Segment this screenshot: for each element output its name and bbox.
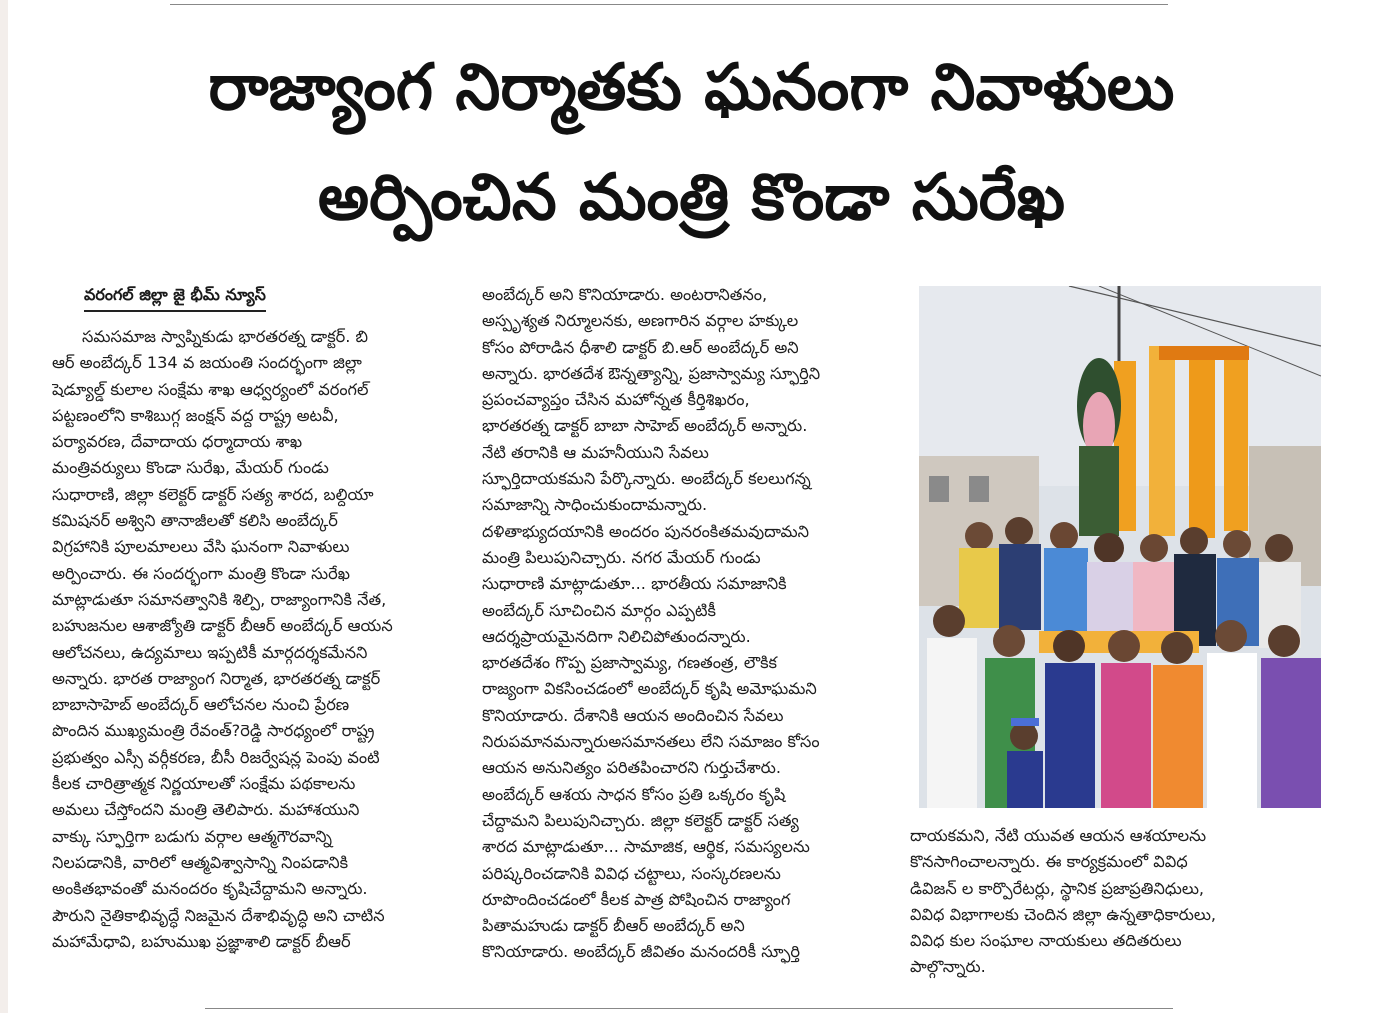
article-line: విగ్రహానికి పూలమాలలు వేసి ఘనంగా నివాళులు: [52, 537, 350, 557]
article-line: అంబేద్కర్ సూచించిన మార్గం ఎప్పటికీ: [482, 600, 716, 620]
article-line: భారతరత్న డాక్టర్ బాబా సాహెబ్ అంబేద్కర్ అన్నారు.: [482, 416, 808, 436]
article-line: వాక్కు స్ఫూర్తిగా బడుగు వర్గాల ఆత్మగౌరవాన్ని: [52, 826, 333, 846]
article-line: దాయకమని, నేటి యువత ఆయన ఆశయాలను: [910, 826, 1207, 845]
article-line: పౌరుని నైతికాభివృద్ధే నిజమైన దేశాభివృద్ధి అని చాటిన: [52, 905, 385, 925]
article-line: మంత్రివర్యులు కొండా సురేఖ, మేయర్ గుండు: [52, 458, 329, 478]
page-edge-strip: [0, 0, 8, 1013]
article-line: ఆలోచనలు, ఉద్యమాలు ఇప్పటికీ మార్గదర్శకమేనని: [52, 642, 368, 662]
article-line: అస్పృశ్యత నిర్మూలనకు, అణగారిన వర్గాల హక్కుల: [482, 311, 799, 331]
article-line: సుధారాణి, జిల్లా కలెక్టర్ డాక్టర్ సత్య శారద, బల్దియా: [52, 484, 374, 504]
article-line: కోసం పోరాడిన ధీశాలి డాక్టర్ బి.ఆర్ అంబేద్కర్ అని: [482, 337, 799, 357]
top-rule: [170, 4, 1168, 5]
article-line: కమిషనర్ అశ్విని తానాజీలతో కలిసి అంబేద్కర్: [52, 511, 338, 531]
article-line: ఆదర్శప్రాయమైనదిగా నిలిచిపోతుందన్నారు.: [482, 626, 751, 646]
article-line: సుధారాణి మాట్లాడుతూ... భారతీయ సమాజానికి: [482, 574, 787, 594]
article-line: శారద మాట్లాడుతూ... సామాజిక, ఆర్థిక, సమస్యలను: [482, 837, 810, 857]
article-line: అంబేద్కర్ అని కొనియాడారు. అంటరానితనం,: [482, 285, 768, 304]
article-line: అర్పించారు. ఈ సందర్భంగా మంత్రి కొండా సురేఖ: [52, 563, 350, 583]
headline-line-1: రాజ్యాంగ నిర్మాతకు ఘనంగా నివాళులు: [208, 51, 1175, 125]
article-line: భారతదేశం గొప్ప ప్రజాస్వామ్య, గణతంత్ర, లౌకిక: [482, 653, 777, 673]
article-column-3: [910, 823, 1320, 981]
article-line: అంబేద్కర్ ఆశయ సాధన కోసం ప్రతి ఒక్కరం కృషి: [482, 784, 786, 804]
article-line: నిలపడానికి, వారిలో ఆత్మవిశ్వాసాన్ని నింపడానికి: [52, 852, 349, 872]
article-column-1: [52, 324, 452, 955]
article-line: వివిధ విభాగాలకు చెందిన జిల్లా ఉన్నతాధికారులు,: [910, 904, 1217, 924]
article-line: అన్నారు. భారతదేశ ఔన్నత్యాన్ని, ప్రజాస్వామ్య స్ఫూర్తిని: [482, 363, 821, 383]
article-line: మాట్లాడుతూ సమానత్వానికి శిల్పి, రాజ్యాంగానికి నేత,: [52, 589, 387, 609]
article-line: పితామహుడు డాక్టర్ బీఆర్ అంబేద్కర్ అని: [482, 916, 745, 936]
article-line: సమసమాజ స్వాప్నికుడు భారతరత్న డాక్టర్. బి: [82, 327, 369, 346]
article-line: కొనసాగించాలన్నారు. ఈ కార్యక్రమంలో వివిధ: [910, 852, 1188, 872]
article-line: కొనియాడారు. దేశానికి ఆయన అందించిన సేవలు: [482, 705, 784, 725]
article-line: నిరుపమానమన్నారుఅసమానతలు లేని సమాజం కోసం: [482, 732, 820, 752]
article-line: కీలక చారిత్రాత్మక నిర్ణయాలతో సంక్షేమ పథకాలను: [52, 774, 356, 794]
byline: వరంగల్ జిల్లా జై భీమ్ న్యూస్: [84, 285, 266, 312]
article-line: వివిధ కుల సంఘాల నాయకులు తదితరులు: [910, 931, 1182, 951]
article-line: అన్నారు. భారత రాజ్యాంగ నిర్మాత, భారతరత్న డాక్టర్: [52, 668, 381, 688]
article-column-2: [482, 282, 882, 966]
article-line: బాబాసాహెబ్ అంబేద్కర్ ఆలోచనల నుంచి ప్రేరణ: [52, 695, 350, 715]
article-line: పరిష్కరించడానికి వివిధ చట్టాలు, సంస్కరణలను: [482, 863, 781, 883]
article-line: రూపొందించడంలో కీలక పాత్ర పోషించిన రాజ్యాంగ: [482, 889, 791, 909]
article-line: సమాజాన్ని సాధించుకుందామన్నారు.: [482, 495, 708, 515]
photo-illustration: [919, 286, 1321, 808]
article-line: పట్టణంలోని కాశిబుగ్గ జంక్షన్ వద్ద రాష్ట్ర అటవీ,: [52, 405, 339, 425]
article-line: రాజ్యంగా వికసించడంలో అంబేద్కర్ కృషి అమోఘమని: [482, 679, 817, 699]
article-line: కొనియాడారు. అంబేద్కర్ జీవితం మనందరికీ స్ఫూర్తి: [482, 942, 800, 962]
event-photo: [919, 286, 1321, 808]
article-line: స్ఫూర్తిదాయకమని పేర్కొన్నారు. అంబేద్కర్ కలలుగన్న: [482, 469, 811, 489]
article-line: నేటి తరానికి ఆ మహనీయుని సేవలు: [482, 442, 709, 462]
article-line: మహామేధావి, బహుముఖ ప్రజ్ఞాశాలి డాక్టర్ బీఆర్: [52, 931, 351, 951]
bottom-rule: [205, 1008, 1173, 1009]
article-line: పాల్గొన్నారు.: [910, 957, 986, 977]
article-line: ఆర్ అంబేద్కర్ 134 వ జయంతి సందర్భంగా జిల్లా: [52, 353, 362, 373]
article-line: అమలు చేస్తోందని మంత్రి తెలిపారు. మహాశయుని: [52, 800, 360, 820]
article-line: బహుజనుల ఆశాజ్యోతి డాక్టర్ బీఆర్ అంబేద్కర్ ఆయన: [52, 616, 393, 636]
article-line: ప్రభుత్వం ఎస్సీ వర్గీకరణ, బీసీ రిజర్వేషన్ల పెంపు వంటి: [52, 747, 380, 767]
article-line: చేద్దామని పిలుపునిచ్చారు. జిల్లా కలెక్టర్ డాక్టర్ సత్య: [482, 810, 799, 830]
article-line: షెడ్యూల్డ్ కులాల సంక్షేమ శాఖ ఆధ్వర్యంలో వరంగల్: [52, 379, 369, 399]
article-line: పొందిన ముఖ్యమంత్రి రేవంత్?రెడ్డి సారధ్యంలో రాష్ట్ర: [52, 721, 375, 741]
article-line: ఆయన అనునిత్యం పరితపించారని గుర్తుచేశారు.: [482, 758, 781, 778]
article-line: మంత్రి పిలుపునిచ్చారు. నగర మేయర్ గుండు: [482, 547, 761, 567]
article-line: దళితాభ్యుదయానికి అందరం పునరంకితమవుదామని: [482, 521, 809, 541]
article-line: పర్యావరణ, దేవాదాయ ధర్మాదాయ శాఖ: [52, 432, 303, 452]
article-line: డివిజన్ ల కార్పొరేటర్లు, స్థానిక ప్రజాప్రతినిధులు,: [910, 878, 1205, 898]
article-line: అంకితభావంతో మనందరం కృషిచేద్దామని అన్నారు.: [52, 879, 368, 899]
article-line: ప్రపంచవ్యాప్తం చేసిన మహోన్నత కీర్తిశిఖరం,: [482, 390, 750, 410]
headline-line-2: అర్పించిన మంత్రి కొండా సురేఖ: [317, 161, 1066, 235]
